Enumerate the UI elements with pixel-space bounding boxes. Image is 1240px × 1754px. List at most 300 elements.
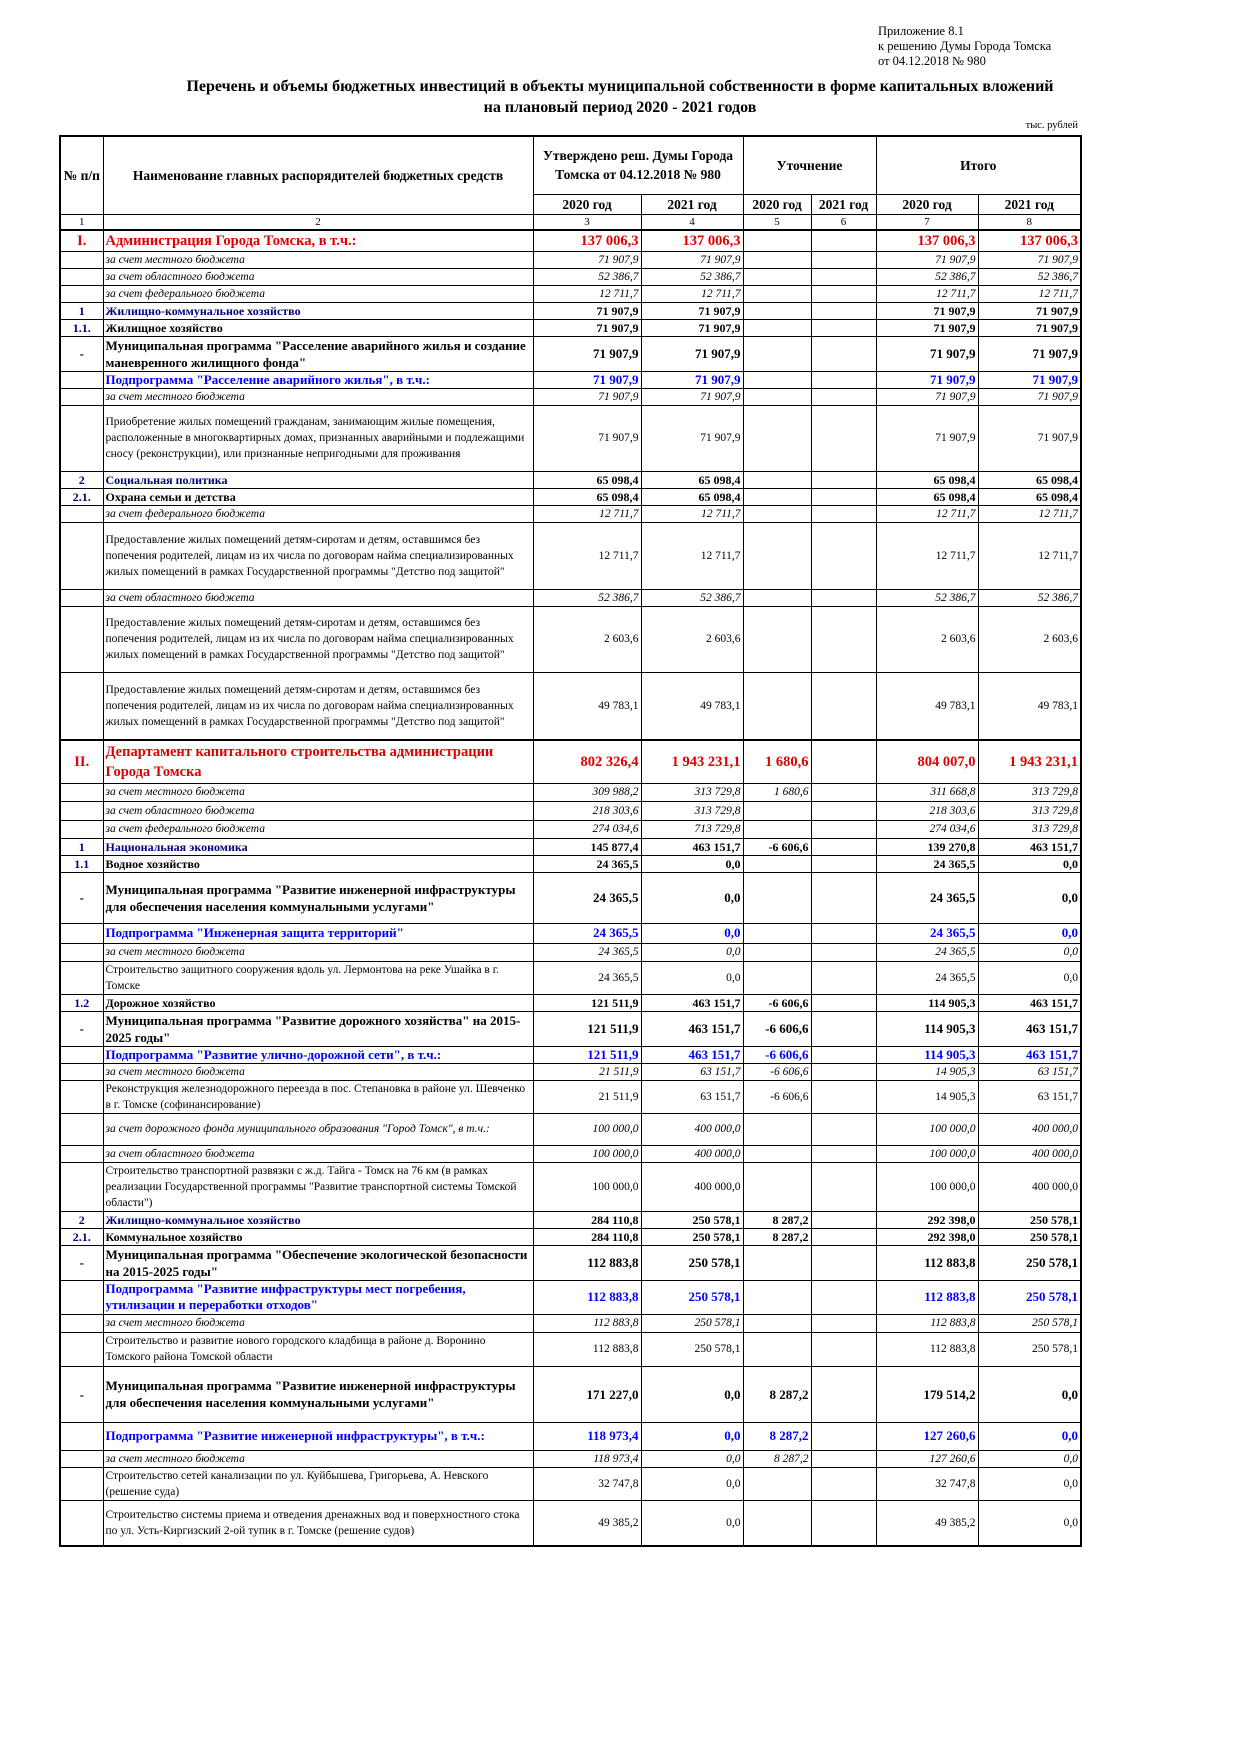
row-number [60, 522, 103, 589]
cell-total-2021: 52 386,7 [978, 589, 1081, 606]
row-number: - [60, 1366, 103, 1422]
cell-clarification-2021 [811, 471, 876, 488]
cell-clarification-2021 [811, 285, 876, 302]
cell-approved-2020: 121 511,9 [533, 1046, 641, 1063]
cell-total-2020: 127 260,6 [876, 1450, 978, 1467]
title-line: Перечень и объемы бюджетных инвестиций в объекты муниципальной собственности в форме капитальных вложений [186, 78, 1054, 95]
cell-clarification-2021 [811, 943, 876, 961]
table-row [60, 872, 1081, 923]
cell-approved-2021: 12 711,7 [641, 285, 743, 302]
row-name: Приобретение жилых помещений гражданам, занимающим жилые помещения, расположенные в многоквартирных домах, признанных аварийными и подлежащими сносу (реконструкции), или признанные непригодными для проживания [103, 405, 533, 471]
row-name: за счет местного бюджета [103, 783, 533, 801]
row-name: за счет дорожного фонда муниципального образования "Город Томск", в т.ч.: [103, 1113, 533, 1145]
cell-total-2021: 71 907,9 [978, 388, 1081, 405]
cell-approved-2020: 112 883,8 [533, 1280, 641, 1314]
table-row [60, 1113, 1081, 1145]
cell-clarification-2021 [811, 405, 876, 471]
cell-approved-2021: 463 151,7 [641, 838, 743, 855]
cell-total-2021: 0,0 [978, 961, 1081, 994]
cell-approved-2021: 463 151,7 [641, 994, 743, 1011]
cell-total-2020: 218 303,6 [876, 801, 978, 820]
cell-total-2020: 114 905,3 [876, 1011, 978, 1046]
row-name: Жилищно-коммунальное хозяйство [103, 1211, 533, 1228]
column-number: 1 [60, 214, 103, 230]
cell-clarification-2021 [811, 1162, 876, 1211]
header-year: 2021 год [978, 194, 1081, 214]
cell-total-2020: 292 398,0 [876, 1211, 978, 1228]
row-name: Реконструкция железнодорожного переезда в пос. Степановка в районе ул. Шевченко в г. Томске (софинансирование) [103, 1080, 533, 1113]
cell-total-2020: 71 907,9 [876, 251, 978, 268]
cell-approved-2020: 21 511,9 [533, 1080, 641, 1113]
cell-approved-2020: 171 227,0 [533, 1366, 641, 1422]
cell-total-2021: 463 151,7 [978, 1011, 1081, 1046]
row-name: Муниципальная программа "Обеспечение экологической безопасности на 2015-2025 годы" [103, 1245, 533, 1280]
cell-clarification-2020 [743, 1314, 811, 1332]
cell-clarification-2020 [743, 606, 811, 672]
table-row [60, 268, 1081, 285]
cell-total-2021: 463 151,7 [978, 1046, 1081, 1063]
row-number: - [60, 872, 103, 923]
cell-total-2020: 49 783,1 [876, 672, 978, 740]
cell-total-2020: 12 711,7 [876, 522, 978, 589]
cell-clarification-2020 [743, 319, 811, 336]
cell-approved-2021: 0,0 [641, 923, 743, 943]
cell-approved-2020: 137 006,3 [533, 230, 641, 252]
column-number: 4 [641, 214, 743, 230]
cell-total-2021: 65 098,4 [978, 471, 1081, 488]
cell-total-2021: 12 711,7 [978, 285, 1081, 302]
row-number [60, 1162, 103, 1211]
cell-clarification-2021 [811, 740, 876, 783]
cell-clarification-2021 [811, 505, 876, 522]
cell-total-2021: 400 000,0 [978, 1145, 1081, 1162]
cell-approved-2020: 71 907,9 [533, 251, 641, 268]
cell-total-2020: 127 260,6 [876, 1422, 978, 1450]
table-row [60, 488, 1081, 505]
cell-clarification-2021 [811, 1245, 876, 1280]
row-number [60, 961, 103, 994]
cell-approved-2021: 313 729,8 [641, 783, 743, 801]
title-line: на плановый период 2020 - 2021 годов [483, 99, 757, 116]
cell-approved-2021: 250 578,1 [641, 1245, 743, 1280]
cell-approved-2021: 0,0 [641, 855, 743, 872]
cell-approved-2021: 63 151,7 [641, 1080, 743, 1113]
row-number [60, 943, 103, 961]
cell-clarification-2020 [743, 505, 811, 522]
cell-clarification-2020 [743, 371, 811, 388]
row-number [60, 923, 103, 943]
table-row [60, 405, 1081, 471]
table-row [60, 1245, 1081, 1280]
cell-approved-2021: 250 578,1 [641, 1332, 743, 1366]
row-name: за счет местного бюджета [103, 1450, 533, 1467]
row-name: Строительство защитного сооружения вдоль ул. Лермонтова на реке Ушайка в г. Томске [103, 961, 533, 994]
cell-clarification-2020: 8 287,2 [743, 1211, 811, 1228]
cell-clarification-2020: -6 606,6 [743, 1063, 811, 1080]
cell-clarification-2021 [811, 319, 876, 336]
column-number: 8 [978, 214, 1081, 230]
cell-clarification-2021 [811, 251, 876, 268]
cell-approved-2021: 49 783,1 [641, 672, 743, 740]
table-row [60, 943, 1081, 961]
row-number: I. [60, 230, 103, 252]
row-number [60, 783, 103, 801]
cell-total-2020: 112 883,8 [876, 1314, 978, 1332]
row-name: Подпрограмма "Развитие инженерной инфраструктуры", в т.ч.: [103, 1422, 533, 1450]
cell-total-2020: 2 603,6 [876, 606, 978, 672]
cell-approved-2021: 137 006,3 [641, 230, 743, 252]
cell-clarification-2020 [743, 672, 811, 740]
cell-total-2020: 24 365,5 [876, 961, 978, 994]
cell-approved-2020: 118 973,4 [533, 1450, 641, 1467]
row-name: Жилищно-коммунальное хозяйство [103, 302, 533, 319]
row-number [60, 1080, 103, 1113]
cell-clarification-2021 [811, 1500, 876, 1546]
cell-approved-2021: 65 098,4 [641, 471, 743, 488]
table-row [60, 589, 1081, 606]
cell-clarification-2020: -6 606,6 [743, 1046, 811, 1063]
cell-total-2021: 313 729,8 [978, 801, 1081, 820]
cell-clarification-2020: 1 680,6 [743, 783, 811, 801]
table-row [60, 855, 1081, 872]
units-label: тыс. рублей [1025, 120, 1078, 131]
row-name: Подпрограмма "Развитие инфраструктуры мест погребения, утилизации и переработки отходов" [103, 1280, 533, 1314]
table-row [60, 388, 1081, 405]
row-name: Социальная политика [103, 471, 533, 488]
cell-total-2021: 12 711,7 [978, 522, 1081, 589]
cell-clarification-2021 [811, 855, 876, 872]
table-row [60, 1145, 1081, 1162]
row-number: 1.1. [60, 319, 103, 336]
cell-approved-2021: 250 578,1 [641, 1228, 743, 1245]
cell-approved-2020: 71 907,9 [533, 319, 641, 336]
cell-total-2021: 0,0 [978, 1467, 1081, 1500]
header-year: 2021 год [641, 194, 743, 214]
table-row [60, 1422, 1081, 1450]
row-name: за счет местного бюджета [103, 1314, 533, 1332]
table-row [60, 302, 1081, 319]
cell-total-2021: 463 151,7 [978, 838, 1081, 855]
cell-clarification-2021 [811, 672, 876, 740]
row-number [60, 285, 103, 302]
cell-clarification-2020: -6 606,6 [743, 994, 811, 1011]
cell-total-2020: 311 668,8 [876, 783, 978, 801]
cell-total-2021: 400 000,0 [978, 1113, 1081, 1145]
cell-approved-2020: 274 034,6 [533, 820, 641, 838]
cell-clarification-2021 [811, 1332, 876, 1366]
cell-approved-2021: 52 386,7 [641, 589, 743, 606]
cell-clarification-2020 [743, 285, 811, 302]
cell-total-2021: 71 907,9 [978, 251, 1081, 268]
annex-line: к решению Думы Города Томска [878, 39, 1052, 53]
header-approved: Утверждено реш. Думы Города Томска от 04.12.2018 № 980 [533, 136, 743, 194]
cell-clarification-2020 [743, 820, 811, 838]
row-number: 1.2 [60, 994, 103, 1011]
table-row [60, 1011, 1081, 1046]
row-name: за счет областного бюджета [103, 801, 533, 820]
cell-clarification-2021 [811, 1046, 876, 1063]
cell-total-2021: 0,0 [978, 1450, 1081, 1467]
cell-total-2021: 313 729,8 [978, 783, 1081, 801]
cell-total-2020: 100 000,0 [876, 1162, 978, 1211]
cell-approved-2021: 71 907,9 [641, 371, 743, 388]
header-year: 2020 год [533, 194, 641, 214]
row-number [60, 606, 103, 672]
row-number [60, 388, 103, 405]
cell-total-2020: 112 883,8 [876, 1245, 978, 1280]
row-name: Муниципальная программа "Развитие инженерной инфраструктуры для обеспечения населения коммунальными услугами" [103, 1366, 533, 1422]
cell-clarification-2020 [743, 1113, 811, 1145]
row-name: Муниципальная программа "Развитие инженерной инфраструктуры для обеспечения населения коммунальными услугами" [103, 872, 533, 923]
cell-total-2020: 179 514,2 [876, 1366, 978, 1422]
header-name: Наименование главных распорядителей бюджетных средств [103, 136, 533, 214]
row-name: Национальная экономика [103, 838, 533, 855]
cell-total-2020: 292 398,0 [876, 1228, 978, 1245]
cell-clarification-2020 [743, 230, 811, 252]
document-title [60, 76, 1180, 118]
table-row [60, 522, 1081, 589]
row-name: Подпрограмма "Развитие улично-дорожной сети", в т.ч.: [103, 1046, 533, 1063]
cell-total-2021: 71 907,9 [978, 405, 1081, 471]
cell-approved-2020: 32 747,8 [533, 1467, 641, 1500]
cell-total-2021: 0,0 [978, 943, 1081, 961]
cell-clarification-2020 [743, 1245, 811, 1280]
cell-approved-2021: 250 578,1 [641, 1314, 743, 1332]
cell-approved-2020: 112 883,8 [533, 1314, 641, 1332]
row-number [60, 1422, 103, 1450]
row-number: 1.1 [60, 855, 103, 872]
cell-clarification-2020 [743, 1280, 811, 1314]
cell-total-2020: 32 747,8 [876, 1467, 978, 1500]
cell-clarification-2020: 8 287,2 [743, 1228, 811, 1245]
row-number [60, 1332, 103, 1366]
cell-approved-2021: 71 907,9 [641, 405, 743, 471]
cell-approved-2021: 250 578,1 [641, 1280, 743, 1314]
cell-approved-2021: 71 907,9 [641, 336, 743, 371]
row-number [60, 801, 103, 820]
cell-clarification-2020 [743, 855, 811, 872]
cell-total-2021: 1 943 231,1 [978, 740, 1081, 783]
cell-clarification-2020 [743, 1467, 811, 1500]
cell-total-2020: 100 000,0 [876, 1145, 978, 1162]
table-row [60, 923, 1081, 943]
cell-clarification-2021 [811, 783, 876, 801]
row-name: за счет федерального бюджета [103, 285, 533, 302]
cell-clarification-2021 [811, 801, 876, 820]
cell-approved-2021: 0,0 [641, 1366, 743, 1422]
cell-total-2020: 112 883,8 [876, 1332, 978, 1366]
cell-approved-2021: 0,0 [641, 961, 743, 994]
cell-approved-2020: 52 386,7 [533, 589, 641, 606]
cell-total-2020: 71 907,9 [876, 319, 978, 336]
cell-clarification-2021 [811, 994, 876, 1011]
table-row [60, 672, 1081, 740]
cell-clarification-2021 [811, 606, 876, 672]
cell-clarification-2021 [811, 488, 876, 505]
row-name: за счет местного бюджета [103, 251, 533, 268]
row-number: 2.1. [60, 1228, 103, 1245]
cell-clarification-2021 [811, 923, 876, 943]
row-number [60, 251, 103, 268]
cell-clarification-2021 [811, 336, 876, 371]
row-number [60, 589, 103, 606]
cell-clarification-2020: -6 606,6 [743, 1080, 811, 1113]
cell-clarification-2020 [743, 943, 811, 961]
cell-clarification-2021 [811, 371, 876, 388]
cell-clarification-2020 [743, 1145, 811, 1162]
cell-total-2020: 137 006,3 [876, 230, 978, 252]
cell-approved-2021: 400 000,0 [641, 1113, 743, 1145]
cell-total-2021: 71 907,9 [978, 371, 1081, 388]
cell-clarification-2021 [811, 1063, 876, 1080]
table-row [60, 319, 1081, 336]
cell-approved-2020: 309 988,2 [533, 783, 641, 801]
cell-clarification-2020 [743, 388, 811, 405]
cell-total-2020: 139 270,8 [876, 838, 978, 855]
cell-clarification-2020 [743, 961, 811, 994]
column-number: 5 [743, 214, 811, 230]
cell-total-2021: 0,0 [978, 1500, 1081, 1546]
column-number: 7 [876, 214, 978, 230]
cell-clarification-2020: 1 680,6 [743, 740, 811, 783]
row-number [60, 1450, 103, 1467]
table-row [60, 1228, 1081, 1245]
row-number [60, 1063, 103, 1080]
row-number [60, 1314, 103, 1332]
row-name: Предоставление жилых помещений детям-сиротам и детям, оставшимся без попечения родителей, лицам из их числа по договорам найма специализированных жилых помещений в рамках Государственной программы "Детство под защитой" [103, 606, 533, 672]
cell-clarification-2020 [743, 872, 811, 923]
cell-approved-2020: 71 907,9 [533, 405, 641, 471]
cell-clarification-2020 [743, 1162, 811, 1211]
cell-approved-2020: 112 883,8 [533, 1332, 641, 1366]
cell-clarification-2021 [811, 1211, 876, 1228]
cell-approved-2020: 12 711,7 [533, 505, 641, 522]
cell-clarification-2021 [811, 589, 876, 606]
cell-clarification-2020 [743, 251, 811, 268]
cell-approved-2020: 24 365,5 [533, 872, 641, 923]
row-name: за счет областного бюджета [103, 1145, 533, 1162]
cell-clarification-2020 [743, 589, 811, 606]
cell-total-2021: 400 000,0 [978, 1162, 1081, 1211]
cell-approved-2020: 21 511,9 [533, 1063, 641, 1080]
cell-total-2021: 63 151,7 [978, 1063, 1081, 1080]
cell-clarification-2021 [811, 268, 876, 285]
cell-clarification-2020 [743, 801, 811, 820]
row-number [60, 1046, 103, 1063]
cell-clarification-2020: -6 606,6 [743, 1011, 811, 1046]
row-number: II. [60, 740, 103, 783]
cell-total-2020: 114 905,3 [876, 994, 978, 1011]
cell-approved-2020: 12 711,7 [533, 285, 641, 302]
cell-total-2020: 52 386,7 [876, 268, 978, 285]
table-row [60, 994, 1081, 1011]
column-number: 2 [103, 214, 533, 230]
cell-clarification-2020 [743, 405, 811, 471]
row-name: Строительство системы приема и отведения дренажных вод и поверхностного стока по ул. Усть-Киргизский 2-ой тупик в г. Томске (решение судов) [103, 1500, 533, 1546]
cell-approved-2020: 49 783,1 [533, 672, 641, 740]
column-numbers-row [60, 214, 1081, 230]
cell-approved-2020: 2 603,6 [533, 606, 641, 672]
cell-clarification-2021 [811, 1080, 876, 1113]
row-name: Муниципальная программа "Расселение аварийного жилья и создание маневренного жилищного фонда" [103, 336, 533, 371]
cell-total-2020: 52 386,7 [876, 589, 978, 606]
column-number: 3 [533, 214, 641, 230]
table-row [60, 961, 1081, 994]
cell-total-2021: 137 006,3 [978, 230, 1081, 252]
header-year: 2020 год [743, 194, 811, 214]
table-row [60, 606, 1081, 672]
table-row [60, 230, 1081, 252]
row-name: Муниципальная программа "Развитие дорожного хозяйства" на 2015-2025 годы" [103, 1011, 533, 1046]
cell-clarification-2021 [811, 1314, 876, 1332]
cell-approved-2021: 63 151,7 [641, 1063, 743, 1080]
header-year: 2020 год [876, 194, 978, 214]
cell-approved-2021: 463 151,7 [641, 1011, 743, 1046]
cell-clarification-2020 [743, 1500, 811, 1546]
row-name: за счет местного бюджета [103, 943, 533, 961]
cell-total-2021: 250 578,1 [978, 1332, 1081, 1366]
cell-approved-2020: 65 098,4 [533, 471, 641, 488]
table-row [60, 820, 1081, 838]
cell-total-2021: 250 578,1 [978, 1211, 1081, 1228]
cell-approved-2020: 71 907,9 [533, 388, 641, 405]
cell-clarification-2020 [743, 302, 811, 319]
row-name: Охрана семьи и детства [103, 488, 533, 505]
cell-total-2020: 65 098,4 [876, 488, 978, 505]
cell-total-2020: 100 000,0 [876, 1113, 978, 1145]
header-clarification: Уточнение [743, 136, 876, 194]
table-row [60, 838, 1081, 855]
table-row [60, 1063, 1081, 1080]
cell-clarification-2021 [811, 1467, 876, 1500]
row-name: Подпрограмма "Расселение аварийного жилья", в т.ч.: [103, 371, 533, 388]
cell-approved-2020: 24 365,5 [533, 855, 641, 872]
cell-total-2020: 24 365,5 [876, 872, 978, 923]
cell-clarification-2021 [811, 1366, 876, 1422]
cell-clarification-2021 [811, 838, 876, 855]
cell-approved-2021: 71 907,9 [641, 319, 743, 336]
cell-approved-2020: 24 365,5 [533, 943, 641, 961]
cell-clarification-2021 [811, 1011, 876, 1046]
row-number [60, 1467, 103, 1500]
cell-total-2021: 250 578,1 [978, 1280, 1081, 1314]
header-total: Итого [876, 136, 1081, 194]
cell-approved-2021: 313 729,8 [641, 801, 743, 820]
annex-note [878, 24, 1051, 69]
budget-table [59, 135, 1082, 1547]
cell-total-2020: 24 365,5 [876, 923, 978, 943]
cell-total-2020: 24 365,5 [876, 943, 978, 961]
row-name: Водное хозяйство [103, 855, 533, 872]
cell-clarification-2021 [811, 1145, 876, 1162]
row-number [60, 1113, 103, 1145]
cell-total-2021: 0,0 [978, 923, 1081, 943]
row-number: 1 [60, 302, 103, 319]
cell-total-2020: 71 907,9 [876, 371, 978, 388]
cell-clarification-2020: 8 287,2 [743, 1422, 811, 1450]
cell-total-2021: 0,0 [978, 872, 1081, 923]
cell-approved-2020: 24 365,5 [533, 923, 641, 943]
cell-clarification-2021 [811, 1280, 876, 1314]
cell-total-2021: 65 098,4 [978, 488, 1081, 505]
cell-approved-2020: 12 711,7 [533, 522, 641, 589]
cell-clarification-2020: 8 287,2 [743, 1366, 811, 1422]
header-year: 2021 год [811, 194, 876, 214]
row-name: Строительство сетей канализации по ул. Куйбышева, Григорьева, А. Невского (решение суда) [103, 1467, 533, 1500]
row-number: 1 [60, 838, 103, 855]
row-name: Администрация Города Томска, в т.ч.: [103, 230, 533, 252]
cell-clarification-2021 [811, 302, 876, 319]
